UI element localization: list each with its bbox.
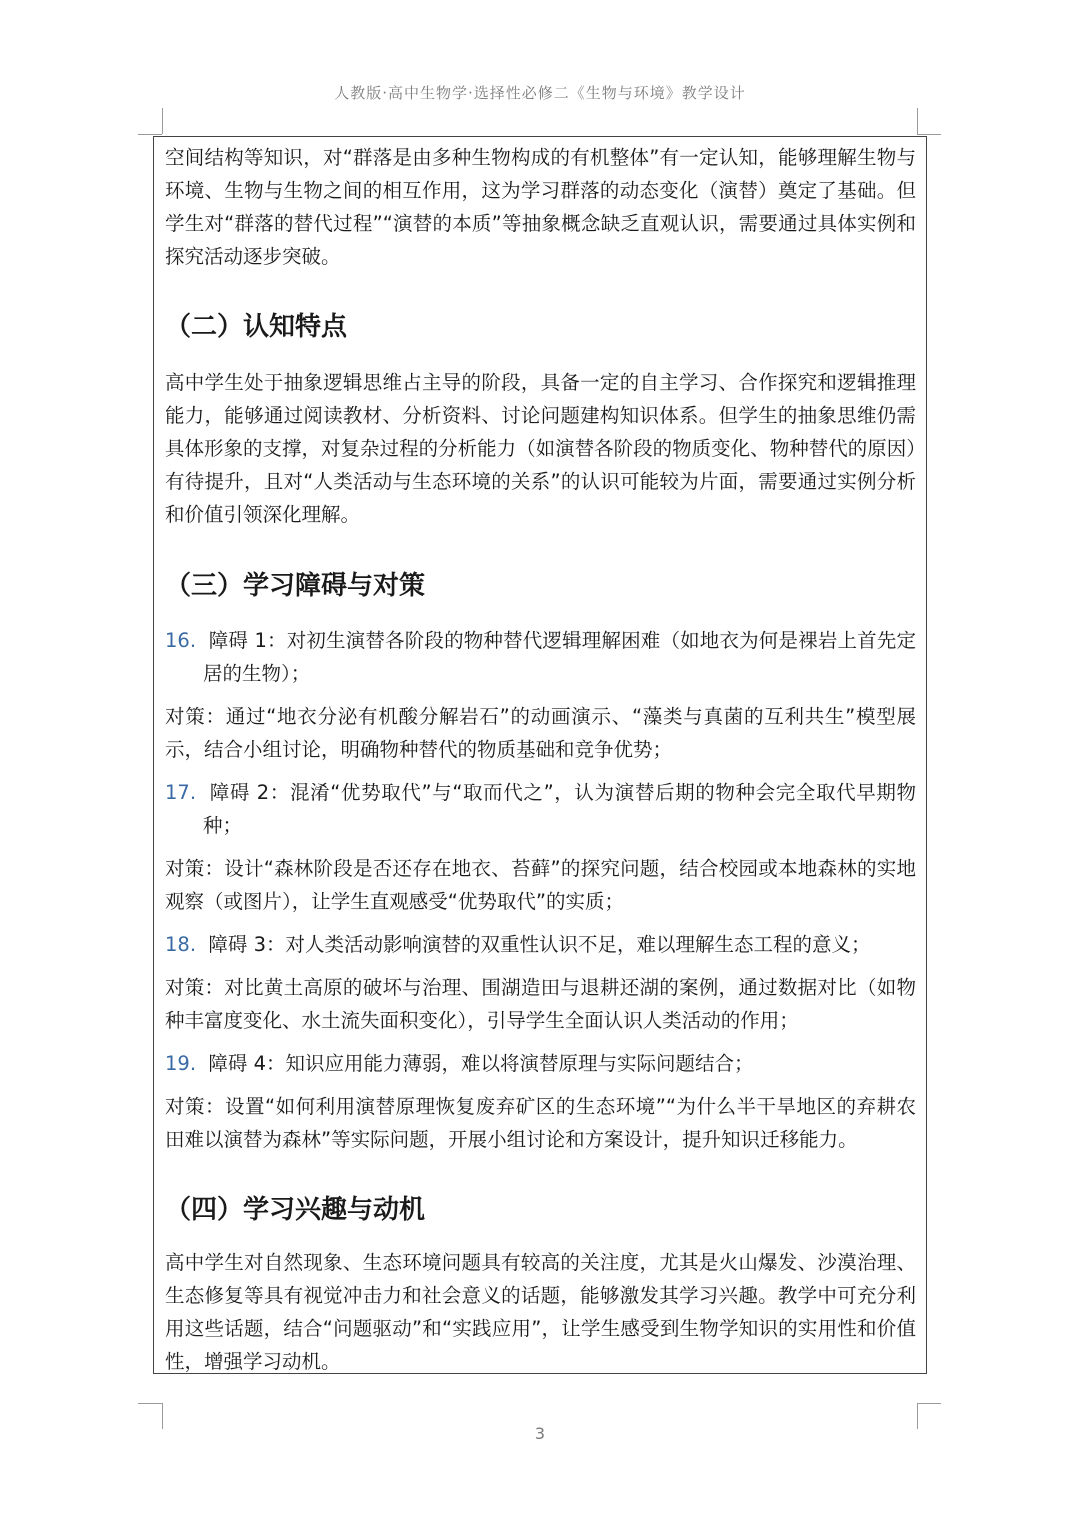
strategy-text: 对策：对比黄土高原的破坏与治理、围湖造田与退耕还湖的案例，通过数据对比（如物种丰富度变化、水土流失面积变化），引导学生全面认识人类活动的作用； bbox=[165, 976, 916, 1032]
obstacle-item bbox=[165, 1047, 916, 1080]
section-heading-interest: （四）学习兴趣与动机 bbox=[165, 1195, 426, 1225]
strategy-text: 对策：设计“森林阶段是否还存在地衣、苔藓”的探究问题，结合校园或本地森林的实地观察（或图片），让学生直观感受“优势取代”的实质； bbox=[165, 857, 916, 913]
list-number: 17. bbox=[165, 781, 197, 804]
obstacle-text: 障碍 1：对初生演替各阶段的物种替代逻辑理解困难（如地衣为何是裸岩上首先定居的生物）； bbox=[203, 629, 916, 685]
intro-paragraph: 空间结构等知识，对“群落是由多种生物构成的有机整体”有一定认知，能够理解生物与环境、生物与生物之间的相互作用，这为学习群落的动态变化（演替）奠定了基础。但学生对“群落的替代过程”“演替的本质”等抽象概念缺乏直观认识，需要通过具体实例和探究活动逐步突破。 bbox=[165, 146, 916, 268]
obstacle-item bbox=[165, 624, 916, 690]
section-paragraph-interest: 高中学生对自然现象、生态环境问题具有较高的关注度，尤其是火山爆发、沙漠治理、生态修复等具有视觉冲击力和社会意义的话题，能够激发其学习兴趣。教学中可充分利用这些话题，结合“问题驱动”和“实践应用”，让学生感受到生物学知识的实用性和价值性，增强学习动机。 bbox=[165, 1251, 916, 1373]
list-number: 19. bbox=[165, 1052, 197, 1075]
content-box bbox=[153, 136, 927, 1374]
obstacle-item bbox=[165, 928, 916, 961]
page-number: 3 bbox=[534, 1424, 546, 1443]
obstacle-item bbox=[165, 776, 916, 842]
page-header: 人教版·高中生物学·选择性必修二《生物与环境》教学设计 bbox=[334, 84, 746, 102]
obstacle-text: 障碍 4：知识应用能力薄弱，难以将演替原理与实际问题结合； bbox=[208, 1052, 754, 1075]
section-heading-obstacles: （三）学习障碍与对策 bbox=[165, 571, 426, 601]
list-number: 18. bbox=[165, 933, 197, 956]
section-heading-cognitive: （二）认知特点 bbox=[165, 312, 348, 342]
list-number: 16. bbox=[165, 629, 197, 652]
obstacle-text: 障碍 2：混淆“优势取代”与“取而代之”，认为演替后期的物种会完全取代早期物种； bbox=[203, 781, 917, 837]
strategy-text: 对策：通过“地衣分泌有机酸分解岩石”的动画演示、“藻类与真菌的互利共生”模型展示，结合小组讨论，明确物种替代的物质基础和竞争优势； bbox=[165, 705, 916, 761]
section-paragraph-cognitive: 高中学生处于抽象逻辑思维占主导的阶段，具备一定的自主学习、合作探究和逻辑推理能力，能够通过阅读教材、分析资料、讨论问题建构知识体系。但学生的抽象思维仍需具体形象的支撑，对复杂过程的分析能力（如演替各阶段的物质变化、物种替代的原因）有待提升，且对“人类活动与生态环境的关系”的认识可能较为片面，需要通过实例分析和价值引领深化理解。 bbox=[165, 371, 916, 526]
strategy-text: 对策：设置“如何利用演替原理恢复废弃矿区的生态环境”“为什么半干旱地区的弃耕农田难以演替为森林”等实际问题，开展小组讨论和方案设计，提升知识迁移能力。 bbox=[165, 1095, 916, 1151]
obstacle-list bbox=[165, 624, 916, 1156]
obstacle-text: 障碍 3：对人类活动影响演替的双重性认识不足，难以理解生态工程的意义； bbox=[208, 933, 871, 956]
